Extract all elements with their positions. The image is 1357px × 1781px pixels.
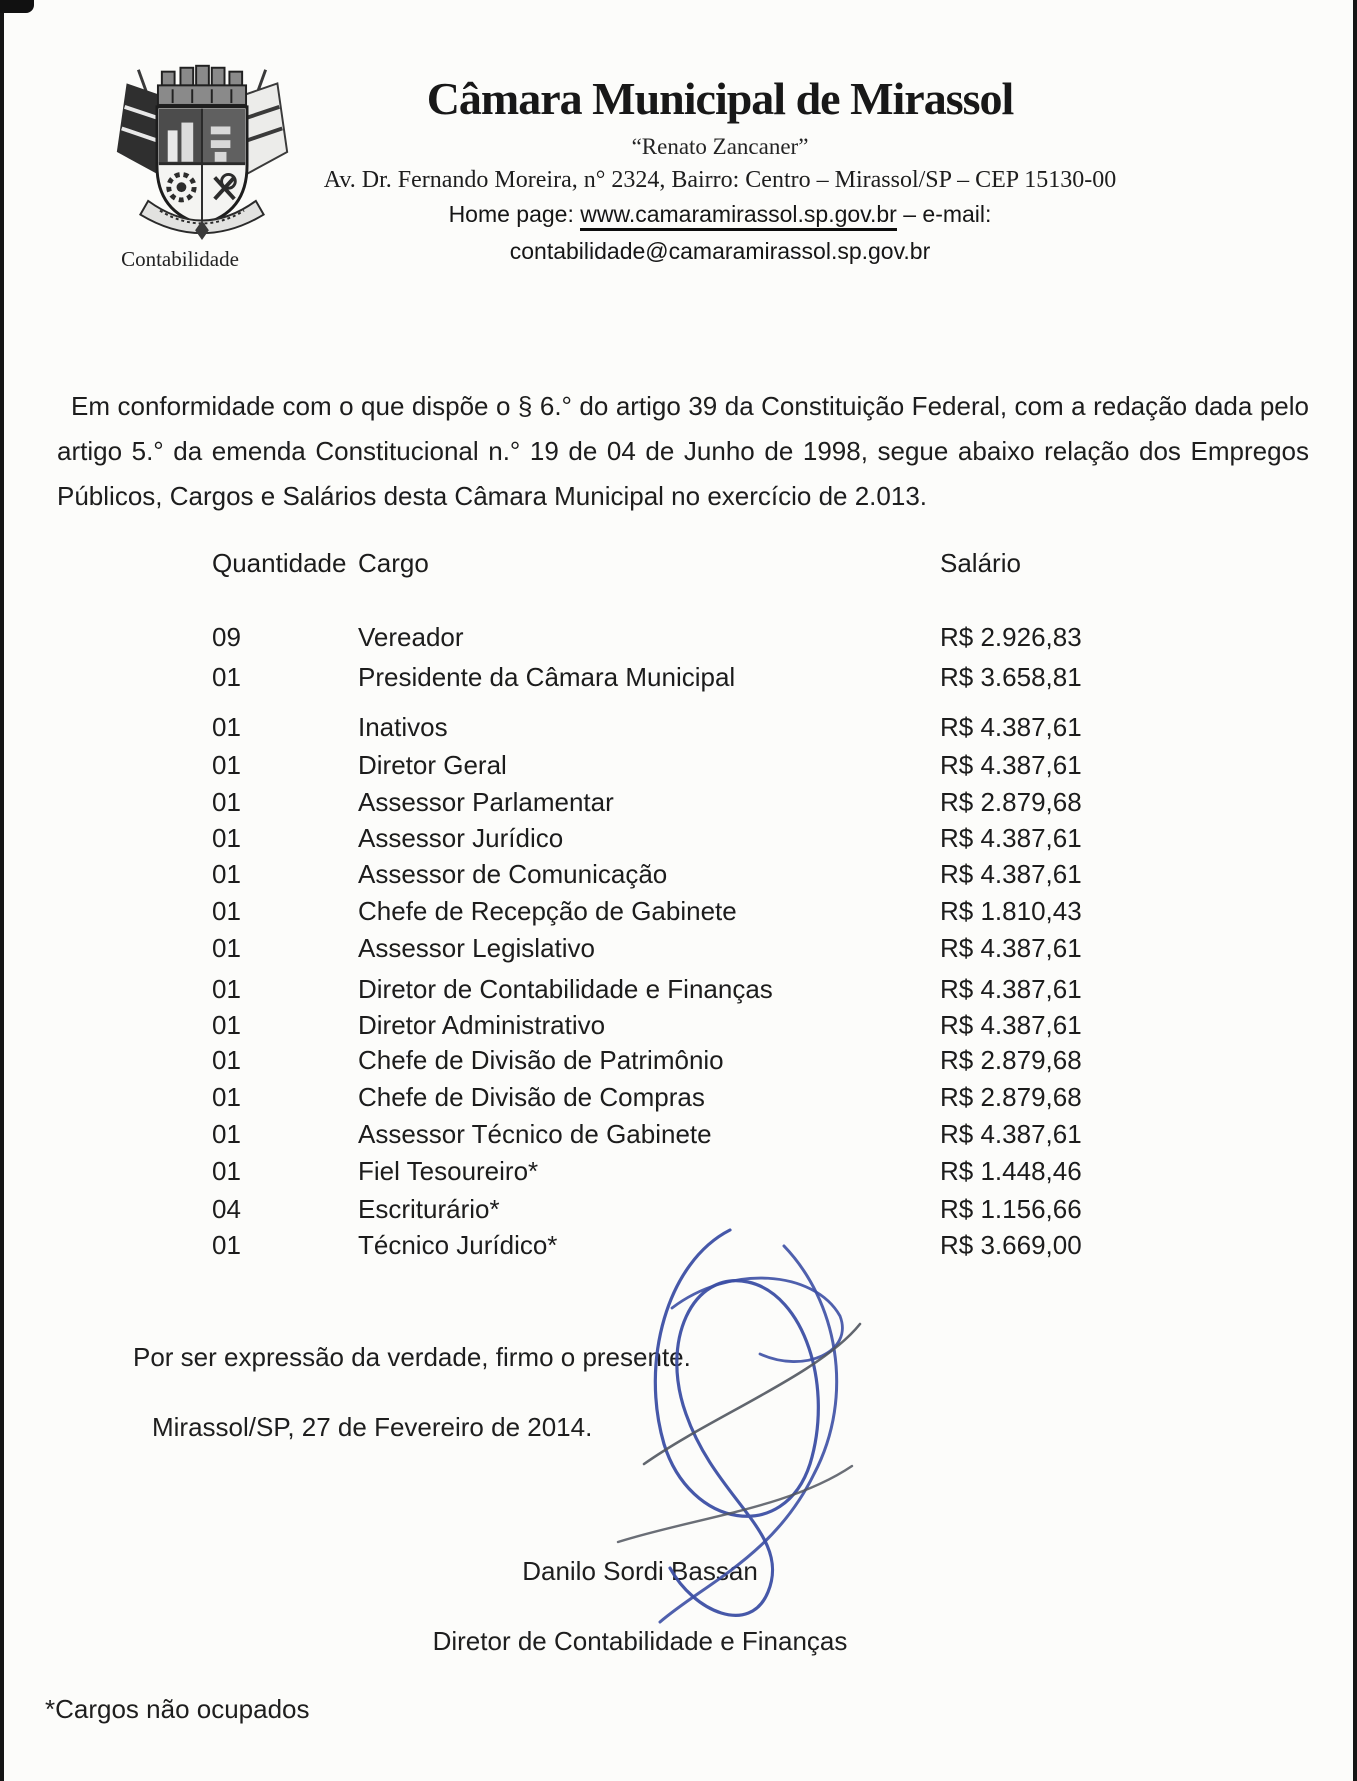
cargo-cell: Presidente da Câmara Municipal: [358, 662, 736, 692]
quantity-cell: 01: [212, 1119, 241, 1149]
cargo-cell: Fiel Tesoureiro*: [358, 1156, 539, 1186]
quantity-cell: 01: [212, 1156, 241, 1186]
cargo-cell: Assessor Técnico de Gabinete: [358, 1119, 712, 1149]
quantity-cell: 01: [212, 1230, 241, 1260]
salario-cell: R$ 4.387,61: [940, 1119, 1082, 1149]
salario-cell: R$ 2.879,68: [940, 787, 1082, 817]
cargo-cell: Escriturário*: [358, 1194, 500, 1224]
cargo-cell: Chefe de Recepção de Gabinete: [358, 896, 737, 926]
salario-cell: R$ 3.669,00: [940, 1230, 1082, 1260]
homepage-label: Home page:: [448, 200, 581, 227]
date-line: Mirassol/SP, 27 de Fevereiro de 2014.: [152, 1412, 593, 1442]
quantity-cell: 01: [212, 712, 241, 742]
cargo-cell: Diretor de Contabilidade e Finanças: [358, 974, 773, 1004]
quantity-cell: 01: [212, 859, 241, 889]
column-header-quantidade: Quantidade: [212, 548, 347, 578]
salario-cell: R$ 4.387,61: [940, 859, 1082, 889]
homepage-suffix: – e-mail:: [896, 200, 992, 227]
org-name: Câmara Municipal de Mirassol: [426, 73, 1014, 124]
salario-cell: R$ 1.156,66: [940, 1194, 1082, 1224]
column-header-salario: Salário: [940, 548, 1021, 578]
salario-cell: R$ 2.879,68: [940, 1082, 1082, 1112]
salario-cell: R$ 4.387,61: [940, 1010, 1082, 1040]
email-line: contabilidade@camaramirassol.sp.gov.br: [509, 237, 931, 264]
column-header-cargo: Cargo: [358, 548, 429, 578]
cargo-cell: Diretor Geral: [358, 750, 507, 780]
salario-cell: R$ 3.658,81: [940, 662, 1082, 692]
cargo-cell: Vereador: [358, 622, 464, 652]
cargo-cell: Assessor Jurídico: [358, 823, 564, 853]
quantity-cell: 09: [212, 622, 241, 652]
quantity-cell: 01: [212, 662, 241, 692]
quantity-cell: 04: [212, 1194, 241, 1224]
cargo-cell: Assessor Legislativo: [358, 933, 595, 963]
address-line: Av. Dr. Fernando Moreira, n° 2324, Bairro: Centro – Mirassol/SP – CEP 15130-00: [323, 166, 1117, 193]
salario-cell: R$ 1.810,43: [940, 896, 1082, 926]
quantity-cell: 01: [212, 1045, 241, 1075]
salario-cell: R$ 4.387,61: [940, 712, 1082, 742]
cargo-cell: Inativos: [358, 712, 448, 742]
cargo-cell: Chefe de Divisão de Compras: [358, 1082, 705, 1112]
quantity-cell: 01: [212, 896, 241, 926]
quantity-cell: 01: [212, 787, 241, 817]
cargo-cell: Diretor Administrativo: [358, 1010, 606, 1040]
signer-title: Diretor de Contabilidade e Finanças: [432, 1626, 848, 1656]
cargo-cell: Chefe de Divisão de Patrimônio: [358, 1045, 724, 1075]
signer-name: Danilo Sordi Bassan: [522, 1556, 758, 1586]
homepage-url: www.camaramirassol.sp.gov.br: [580, 201, 897, 231]
cargo-cell: Assessor de Comunicação: [358, 859, 668, 889]
quantity-cell: 01: [212, 1082, 241, 1112]
salario-cell: R$ 4.387,61: [940, 823, 1082, 853]
quantity-cell: 01: [212, 933, 241, 963]
logo-caption: Contabilidade: [121, 247, 239, 271]
salario-cell: R$ 2.879,68: [940, 1045, 1082, 1075]
salario-cell: R$ 4.387,61: [940, 750, 1082, 780]
footnote: *Cargos não ocupados: [45, 1694, 310, 1724]
cargo-cell: Assessor Parlamentar: [358, 787, 614, 817]
salario-cell: R$ 2.926,83: [940, 622, 1082, 652]
org-nickname: “Renato Zancaner”: [631, 133, 809, 159]
salario-cell: R$ 4.387,61: [940, 933, 1082, 963]
signature-ink-icon: [552, 1212, 892, 1632]
quantity-cell: 01: [212, 750, 241, 780]
intro-paragraph: Em conformidade com o que dispõe o § 6.° do artigo 39 da Constituição Federal, com a redação dada pelo artigo 5.° da emenda Constitucional n.° 19 de 04 de Junho de 1998, segue abaixo relação dos Empregos Públicos, Cargos e Salários desta Câmara Municipal no exercício de 2.013.: [57, 391, 1309, 511]
affirmation-line: Por ser expressão da verdade, firmo o presente.: [133, 1342, 691, 1372]
quantity-cell: 01: [212, 1010, 241, 1040]
cargo-cell: Técnico Jurídico*: [358, 1230, 558, 1260]
quantity-cell: 01: [212, 823, 241, 853]
quantity-cell: 01: [212, 974, 241, 1004]
salario-cell: R$ 4.387,61: [940, 974, 1082, 1004]
salario-cell: R$ 1.448,46: [940, 1156, 1082, 1186]
